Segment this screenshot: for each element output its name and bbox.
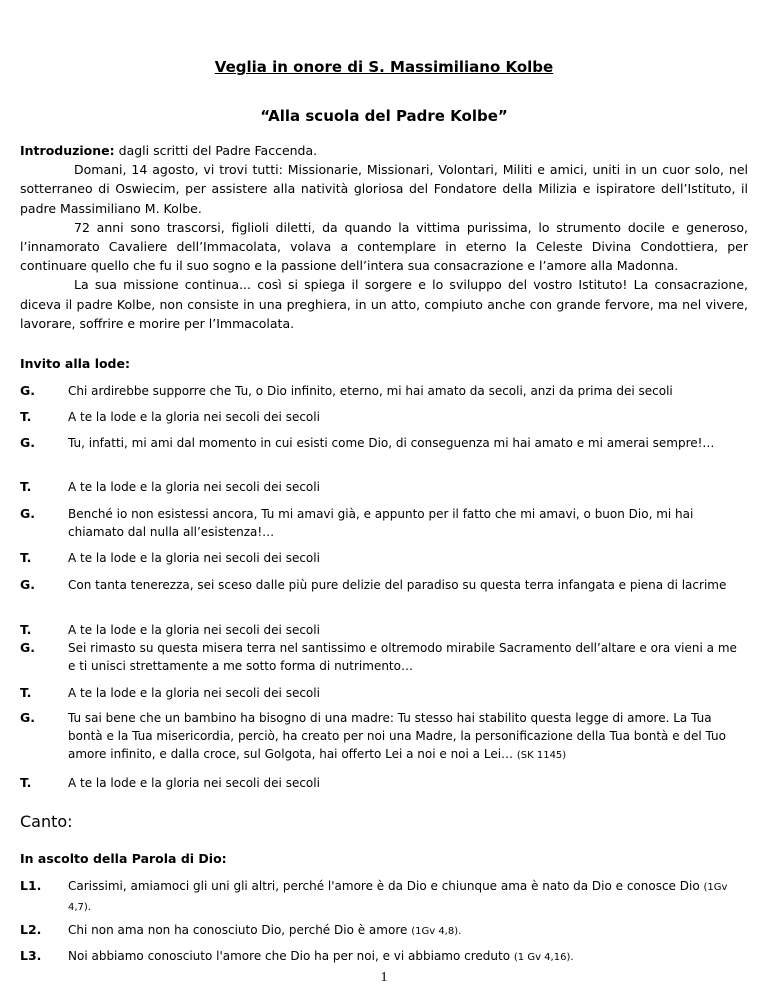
row-text: Noi abbiamo conosciuto l'amore che Dio ha per noi, e vi abbiamo creduto [68, 949, 511, 963]
intro-paragraph: 72 anni sono trascorsi, figlioli diletti, da quando la vittima purissima, lo strumento docile e generoso, l’innamorato Cavaliere dell’Immacolata, volava a contemplare in eterno la Celeste Divina Condottiera, per continuare quello che fu il suo sogno e la passione dell’intera sua consacrazione e l’amore alla Madonna. [20, 219, 748, 274]
introduction-section [20, 141, 748, 333]
ascolto-label: In ascolto della Parola di Dio: [20, 851, 227, 866]
speaker-label: T. [20, 622, 32, 637]
row-text: A te la lode e la gloria nei secoli dei secoli [68, 623, 320, 637]
speaker-label: G. [20, 383, 36, 398]
invito-label: Invito alla lode: [20, 356, 130, 371]
reader-label: L1. [20, 878, 42, 893]
row-text: Tu sai bene che un bambino ha bisogno di una madre: Tu stesso hai stabilito questa legge di amore. La Tua bontà e la Tua misericordia, perciò, ha creato per noi una Madre, la personificazione della Tua bontà e del Tuo amore infinito, e dalla croce, sul Golgota, hai offerto Lei a noi e noi a Lei… [68, 711, 726, 761]
row-text: A te la lode e la gloria nei secoli dei secoli [68, 551, 320, 565]
intro-lead: dagli scritti del Padre Faccenda. [114, 143, 318, 158]
speaker-label: T. [20, 409, 32, 424]
row-text: A te la lode e la gloria nei secoli dei secoli [68, 410, 320, 424]
speaker-label: G. [20, 710, 36, 725]
speaker-label: G. [20, 435, 36, 450]
intro-label: Introduzione: [20, 143, 115, 158]
row-text: Con tanta tenerezza, sei sceso dalle più pure delizie del paradiso su questa terra infangata e piena di lacrime [68, 578, 727, 592]
speaker-label: G. [20, 640, 36, 655]
row-text: Sei rimasto su questa misera terra nel santissimo e oltremodo mirabile Sacramento dell’altare e ora vieni a me e ti unisci strettamente a me sotto forma di nutrimento… [68, 641, 737, 673]
speaker-label: T. [20, 550, 32, 565]
row-text: Benché io non esistessi ancora, Tu mi amavi già, e appunto per il fatto che mi amavi, o buon Dio, mi hai chiamato dal nulla all’esistenza!… [68, 507, 694, 539]
speaker-label: G. [20, 506, 36, 521]
document-title: Veglia in onore di S. Massimiliano Kolbe [214, 58, 554, 76]
intro-paragraph: Domani, 14 agosto, vi trovi tutti: Missionarie, Missionari, Volontari, Militi e amici, uniti in un cuor solo, nel sotterraneo di Oswiecim, per assistere alla natività gloriosa del Fondatore della Milizia e ispiratore dell’Istituto, il padre Massimiliano M. Kolbe. [20, 162, 748, 216]
intro-paragraph: La sua missione continua... così si spiega il sorgere e lo sviluppo del vostro Istituto! La consacrazione, diceva il padre Kolbe, non consiste in una preghiera, in un atto, compiuto anche con grande fervore, ma nel vivere, lavorare, soffrire e morire per l’Immacolata. [20, 277, 748, 331]
row-text: Carissimi, amiamoci gli uni gli altri, perché l'amore è da Dio e chiunque ama è nato da Dio e conosce Dio [68, 879, 700, 893]
canto-heading: Canto: [20, 812, 73, 831]
row-text: Chi ardirebbe supporre che Tu, o Dio infinito, eterno, mi hai amato da secoli, anzi da prima dei secoli [68, 384, 673, 398]
scripture-reference: (1 Gv 4,16). [513, 952, 574, 963]
speaker-label: T. [20, 685, 32, 700]
reader-label: L3. [20, 948, 42, 963]
row-text: A te la lode e la gloria nei secoli dei secoli [68, 686, 320, 700]
reader-label: L2. [20, 922, 42, 937]
row-text: Tu, infatti, mi ami dal momento in cui esisti come Dio, di conseguenza mi hai amato e mi amerai sempre!… [68, 436, 715, 450]
scripture-reference: (SK 1145) [516, 750, 567, 761]
row-text: A te la lode e la gloria nei secoli dei secoli [68, 480, 320, 494]
speaker-label: G. [20, 577, 36, 592]
row-text: Chi non ama non ha conosciuto Dio, perché Dio è amore [68, 923, 408, 937]
speaker-label: T. [20, 775, 32, 790]
document-subtitle: “Alla scuola del Padre Kolbe” [260, 107, 508, 125]
page-number: 1 [380, 970, 388, 985]
speaker-label: T. [20, 479, 32, 494]
scripture-reference: (1Gv 4,7). [68, 882, 728, 913]
scripture-reference: (1Gv 4,8). [411, 926, 462, 937]
row-text: A te la lode e la gloria nei secoli dei secoli [68, 776, 320, 790]
